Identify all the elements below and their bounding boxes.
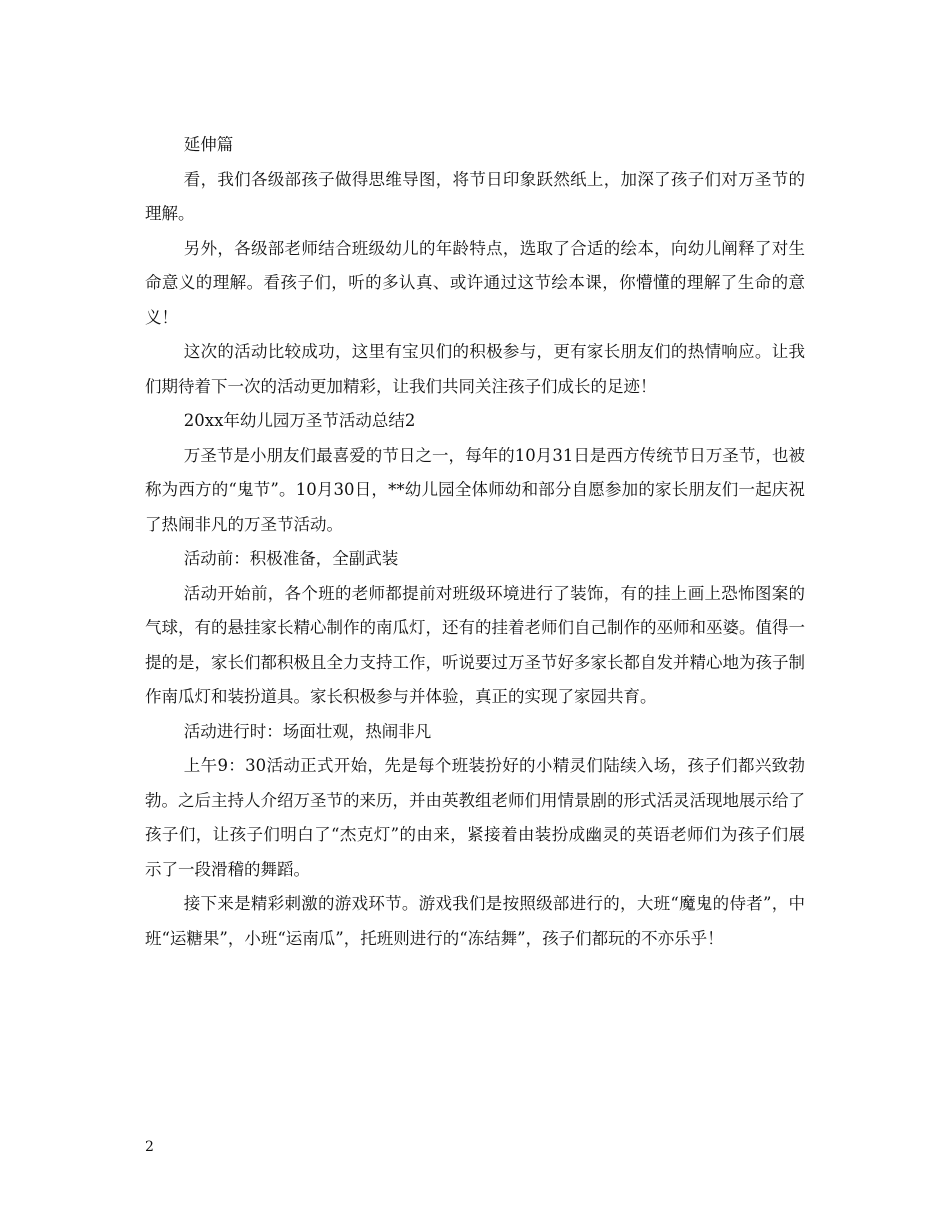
paragraph-summary-title: 20xx年幼儿园万圣节活动总结2 [183,411,416,430]
paragraph-games: 接下来是精彩刺激的游戏环节。游戏我们是按照级部进行的，大班“魔鬼的侍者”，中班“运糖果”，小班“运南瓜”，托班则进行的“冻结舞”，孩子们都玩的不亦乐乎！ [145,894,805,948]
paragraph-before-activity-heading: 活动前：积极准备，全副武装 [183,549,399,568]
paragraph-halloween-intro: 万圣节是小朋友们最喜爱的节日之一，每年的10月31日是西方传统节日万圣节，也被称为西方的“鬼节”。10月30日，**幼儿园全体师幼和部分自愿参加的家长朋友们一起庆祝了热闹非凡的万圣节活动。 [145,445,805,534]
page-number: 2 [145,1139,154,1155]
paragraph-mind-map: 看，我们各级部孩子做得思维导图，将节日印象跃然纸上，加深了孩子们对万圣节的理解。 [145,169,805,223]
paragraph-during-activity-heading: 活动进行时：场面壮观，热闹非凡 [183,721,432,741]
paragraph-extension-heading: 延伸篇 [183,135,234,154]
paragraph-picture-book: 另外，各级部老师结合班级幼儿的年龄特点，选取了合适的绘本，向幼儿阐释了对生命意义的理解。看孩子们，听的多认真、或许通过这节绘本课，你懵懂的理解了生命的意义！ [145,238,805,327]
document-body [145,128,805,956]
paragraph-opening-ceremony: 上午9：30活动正式开始，先是每个班装扮好的小精灵们陆续入场，孩子们都兴致勃勃。之后主持人介绍万圣节的来历，并由英教组老师们用情景剧的形式活灵活现地展示给了孩子们，让孩子们明白了“杰克灯”的由来，紧接着由装扮成幽灵的英语老师们为孩子们展示了一段滑稽的舞蹈。 [145,756,805,879]
paragraph-decoration: 活动开始前，各个班的老师都提前对班级环境进行了装饰，有的挂上画上恐怖图案的气球，有的悬挂家长精心制作的南瓜灯，还有的挂着老师们自己制作的巫师和巫婆。值得一提的是，家长们都积极且全力支持工作，听说要过万圣节好多家长都自发并精心地为孩子制作南瓜灯和装扮道具。家长积极参与并体验，真正的实现了家园共育。 [145,583,805,706]
paragraph-activity-success: 这次的活动比较成功，这里有宝贝们的积极参与，更有家长朋友们的热情响应。让我们期待着下一次的活动更加精彩，让我们共同关注孩子们成长的足迹！ [145,342,805,396]
